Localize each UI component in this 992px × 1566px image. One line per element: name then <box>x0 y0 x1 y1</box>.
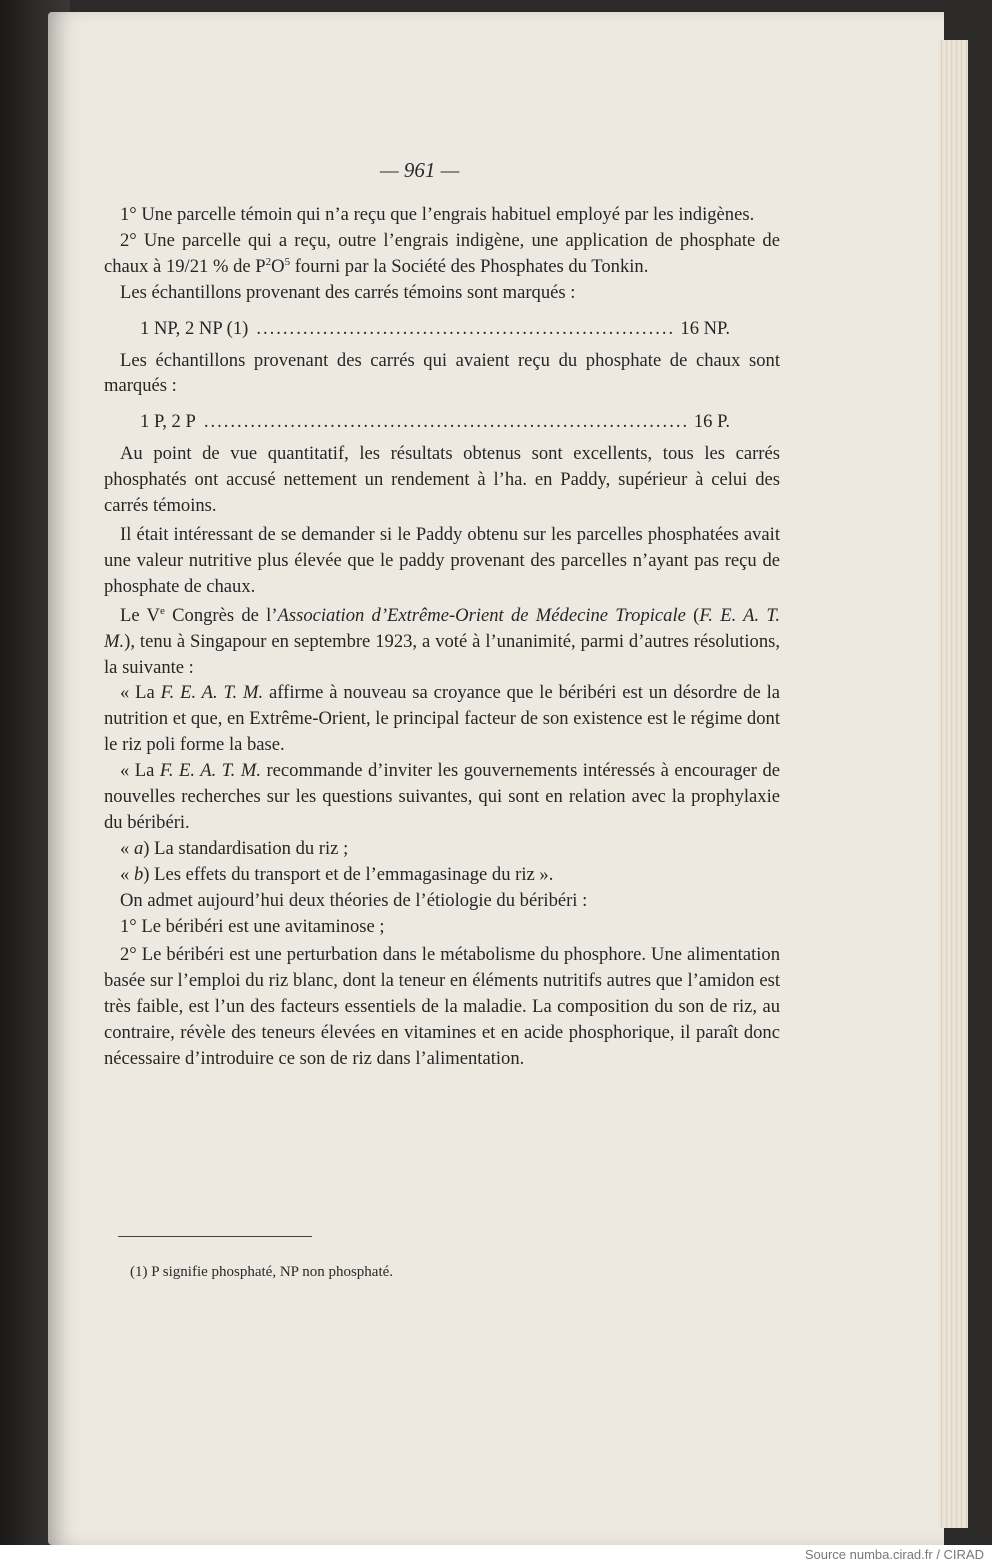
sample-line-p <box>104 409 780 435</box>
page-edges <box>938 40 968 1528</box>
paragraph: Il était intéressant de se demander si le Paddy obtenu sur les parcelles phosphatées avait une valeur nutritive plus élevée que le paddy provenant des parcelles n’ayant pas reçu de phosphate de chaux. <box>104 523 780 597</box>
page-number: — 961 — <box>380 158 460 182</box>
paragraph: On admet aujourd’hui deux théories de l’étiologie du béribéri : <box>120 889 588 911</box>
paragraph: 2° Une parcelle qui a reçu, outre l’engrais indigène, une application de phosphate de chaux à 19/21 % de $P^2O^5$ fourni par la Société des Phosphates du Tonkin. <box>104 229 780 277</box>
footnote-rule <box>118 1236 312 1237</box>
dot-leader <box>204 409 686 435</box>
paragraph: 1° Le béribéri est une avitaminose ; <box>120 915 385 937</box>
sample-value: 16 P. <box>693 411 730 433</box>
sample-label: 1 P, 2 P <box>140 411 196 433</box>
paragraph: Les échantillons provenant des carrés témoins sont marqués : <box>120 281 576 303</box>
paragraph: 1° Une parcelle témoin qui n’a reçu que l’engrais habituel employé par les indigènes. <box>120 204 755 225</box>
sample-label: 1 NP, 2 NP (1) <box>140 317 249 339</box>
quote-paragraph: « La F. E. A. T. M. recommande d’inviter les gouvernements intéressés à encourager de nouvelles recherches sur les questions suivantes, qui sont en relation avec la prophylaxie du béribéri. <box>104 760 780 833</box>
paragraph: Au point de vue quantitatif, les résultats obtenus sont excellents, tous les carrés phosphatés ont accusé nettement un rendement à l’ha. en Paddy, supérieur à celui des carrés témoins. <box>104 443 780 517</box>
paragraph: Les échantillons provenant des carrés qui avaient reçu du phosphate de chaux sont marqués : <box>104 349 780 397</box>
paragraph: 2° Le béribéri est une perturbation dans le métabolisme du phosphore. Une alimentation basée sur l’emploi du riz blanc, dont la teneur en éléments nutritifs autres que l’amidon est très faible, est l’un des facteurs essentiels de la maladie. La composition du son de riz, au contraire, révèle des teneurs élevées en vitamines et en acide phosphorique, il paraît donc nécessaire d’introduire ce son de riz dans l’alimentation. <box>104 944 780 1070</box>
quote-item: « a) La standardisation du riz ; <box>120 837 349 859</box>
sample-line-np <box>104 316 780 342</box>
paragraph: Le Ve Congrès de l’Association d’Extrême-Orient de Médecine Tropicale (F. E. A. T. M.), tenu à Singapour en septembre 1923, a voté à l’unanimité, parmi d’autres résolutions, la suivante : <box>104 604 781 678</box>
quote-item: « b) Les effets du transport et de l’emmagasinage du riz ». <box>120 863 554 885</box>
quote-paragraph: « La F. E. A. T. M. affirme à nouveau sa croyance que le béribéri est un désordre de la nutrition et que, en Extrême-Orient, le principal facteur de son existence est le régime dont le riz poli forme la base. <box>104 682 780 756</box>
sample-value: 16 NP. <box>680 317 730 339</box>
dot-leader <box>256 316 672 342</box>
footnote: (1) P signifie phosphaté, NP non phosphaté. <box>130 1264 394 1280</box>
source-credit: Source numba.cirad.fr / CIRAD <box>804 1547 984 1562</box>
body-text <box>104 202 780 1072</box>
